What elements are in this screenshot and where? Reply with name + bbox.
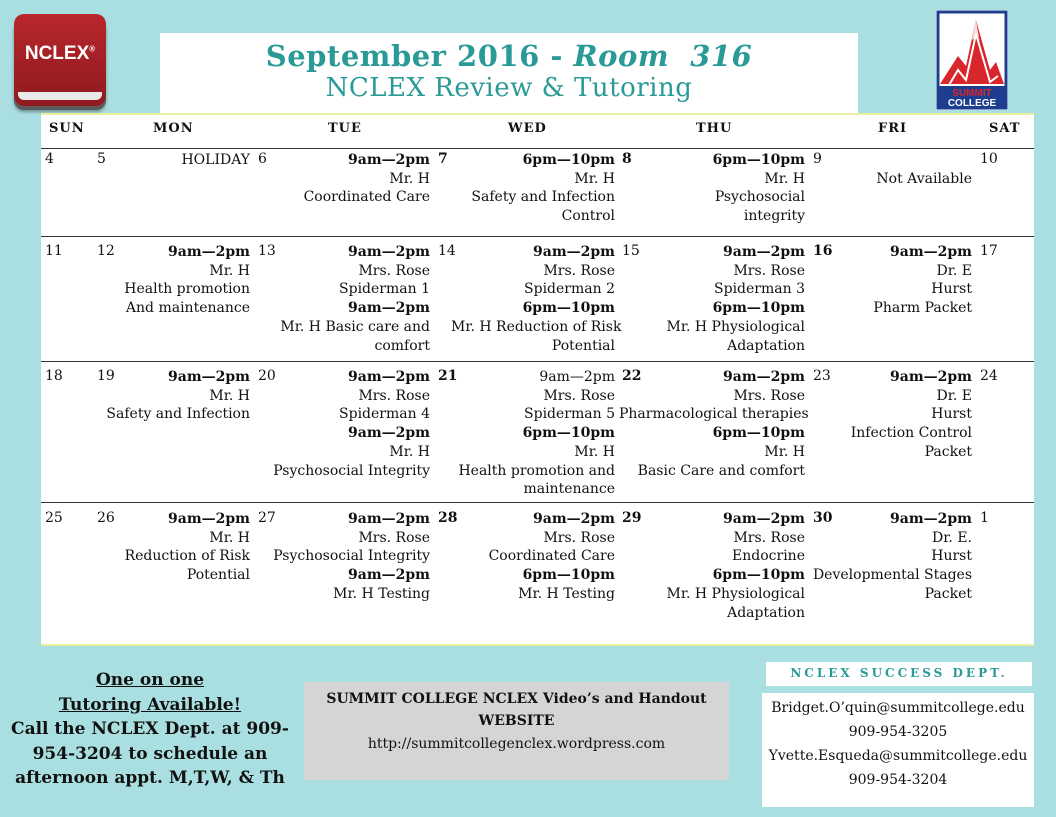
- session-detail: Potential: [551, 337, 615, 354]
- session-detail: Spiderman 2: [524, 281, 615, 298]
- title-month-year: September 2016: [265, 39, 540, 73]
- session-detail: Mrs. Rose: [358, 529, 430, 546]
- session-detail: And maintenance: [125, 300, 250, 317]
- session-detail: Packet: [924, 443, 972, 460]
- video-website-box: [304, 682, 729, 780]
- session-detail: Mrs. Rose: [358, 387, 430, 404]
- session-time: 9am—2pm: [533, 511, 615, 527]
- day-number-fri: 9: [813, 151, 822, 167]
- session-detail: Dr. E.: [932, 529, 972, 546]
- day-number-wed: 21: [438, 368, 458, 384]
- session-detail: Adaptation: [727, 337, 805, 354]
- session-detail: Mr. H: [209, 529, 250, 546]
- day-number-wed: 28: [438, 510, 458, 526]
- book-pages: [18, 92, 102, 100]
- session-detail: HOLIDAY: [181, 152, 250, 168]
- session-detail: Not Available: [876, 170, 972, 187]
- title-room: Room 316: [573, 39, 753, 73]
- session-time: 9am—2pm: [723, 244, 805, 260]
- summit-line1: SUMMIT: [952, 88, 992, 99]
- session-detail: Developmental Stages: [812, 567, 972, 584]
- session-time: 6pm—10pm: [522, 567, 615, 584]
- day-events-fri: [811, 243, 972, 318]
- summit-college-logo: [936, 10, 1008, 110]
- session-detail: Mrs. Rose: [733, 387, 805, 404]
- day-events-fri: [811, 151, 972, 188]
- session-detail: Dr. E: [936, 262, 972, 279]
- day-number-thu: 8: [622, 151, 632, 167]
- day-events-fri: [811, 368, 972, 462]
- tutoring-line-3: Call the NCLEX Dept. at 909-: [11, 719, 289, 739]
- session-detail: Spiderman 1: [339, 281, 430, 298]
- session-detail: Endocrine: [732, 548, 805, 565]
- session-detail: Hurst: [931, 406, 972, 423]
- day-number-mon: 5: [97, 151, 106, 167]
- header-tue: TUE: [328, 121, 362, 136]
- day-events-mon: [101, 151, 250, 170]
- session-detail: maintenance: [523, 481, 615, 498]
- session-time: 9am—2pm: [348, 425, 430, 442]
- session-detail: Safety and Infection: [106, 406, 250, 423]
- session-detail: Mrs. Rose: [543, 262, 615, 279]
- day-number-sat: 1: [980, 510, 989, 526]
- session-time: 9am—2pm: [168, 244, 250, 260]
- session-time: 6pm—10pm: [712, 567, 805, 584]
- day-number-tue: 6: [258, 151, 267, 167]
- session-time: 6pm—10pm: [712, 152, 805, 168]
- session-detail: Mrs. Rose: [543, 387, 615, 404]
- day-events-mon: [101, 368, 250, 424]
- day-events-wed: [451, 243, 622, 355]
- dept-title: NCLEX SUCCESS DEPT.: [766, 662, 1032, 686]
- day-number-fri: 16: [813, 243, 833, 259]
- header-sun: SUN: [49, 121, 85, 136]
- session-detail: Mr. H: [764, 443, 805, 460]
- session-detail: Mr. H Reduction of Risk: [451, 318, 622, 335]
- contact-box: [762, 693, 1034, 807]
- contact-phone: 909-954-3205: [848, 724, 948, 740]
- session-time: 9am—2pm: [533, 244, 615, 260]
- session-detail: Coordinated Care: [303, 189, 430, 206]
- session-time: 9am—2pm: [168, 511, 250, 527]
- day-number-wed: 14: [438, 243, 456, 259]
- session-detail: Health promotion and: [458, 462, 615, 479]
- session-detail: Infection Control: [850, 425, 972, 442]
- session-detail: Mr. H: [764, 170, 805, 187]
- session-detail: Mr. H: [209, 262, 250, 279]
- session-time: 9am—2pm: [348, 369, 430, 385]
- day-events-tue: [271, 510, 430, 604]
- title-subtitle: NCLEX Review & Tutoring: [325, 73, 693, 103]
- session-detail: Mrs. Rose: [733, 529, 805, 546]
- session-detail: Mrs. Rose: [543, 529, 615, 546]
- session-detail: Dr. E: [936, 387, 972, 404]
- session-detail: Mr. H Physiological: [666, 585, 805, 602]
- nclex-logo-text: NCLEX: [24, 43, 90, 64]
- day-number-sat: 24: [980, 368, 998, 384]
- session-time: 9am—2pm: [890, 511, 972, 527]
- mountain-icon: [936, 10, 1008, 110]
- tutoring-line-2: Tutoring Available!: [58, 694, 242, 715]
- day-events-mon: [101, 243, 250, 318]
- day-number-thu: 22: [622, 368, 642, 384]
- session-time: 9am—2pm: [168, 369, 250, 385]
- session-detail: Pharm Packet: [873, 300, 972, 317]
- session-time: 9am—2pm: [348, 300, 430, 317]
- day-events-wed: [451, 368, 615, 499]
- session-detail: Hurst: [931, 281, 972, 298]
- day-events-tue: [271, 151, 430, 207]
- session-detail: Hurst: [931, 548, 972, 565]
- title-line-1: [160, 39, 858, 73]
- session-detail: Mr. H Testing: [333, 585, 430, 602]
- session-detail: Spiderman 5: [524, 406, 615, 423]
- day-events-thu: [619, 368, 809, 480]
- session-time: 9am—2pm: [890, 244, 972, 260]
- day-events-wed: [451, 151, 615, 226]
- week-divider: [41, 502, 1034, 503]
- day-number-thu: 15: [622, 243, 640, 259]
- session-detail: Mr. H: [574, 170, 615, 187]
- session-detail: Potential: [186, 567, 250, 584]
- nclex-logo: [14, 14, 106, 106]
- header-mon: MON: [153, 121, 194, 136]
- day-number-mon: 19: [97, 368, 115, 384]
- calendar-grid: [41, 113, 1034, 646]
- session-detail: Psychosocial: [714, 189, 805, 206]
- session-time: 9am—2pm: [348, 567, 430, 584]
- session-detail: Mr. H Basic care and: [280, 318, 430, 335]
- tutoring-note: [10, 668, 290, 791]
- session-detail: Mrs. Rose: [733, 262, 805, 279]
- session-detail: Packet: [924, 585, 972, 602]
- day-number-sun: 25: [45, 510, 63, 526]
- session-time: 9am—2pm: [348, 152, 430, 168]
- session-detail: [811, 151, 972, 170]
- day-number-sun: 11: [45, 243, 63, 259]
- contact-phone: 909-954-3204: [848, 772, 948, 788]
- session-detail: Spiderman 4: [339, 406, 430, 423]
- session-detail: Mr. H: [389, 170, 430, 187]
- day-events-fri: [811, 510, 972, 604]
- session-detail: Mr. H: [574, 443, 615, 460]
- day-number-thu: 29: [622, 510, 642, 526]
- session-detail: Basic Care and comfort: [637, 462, 805, 479]
- contact-email[interactable]: Bridget.O’quin@summitcollege.edu: [771, 700, 1025, 716]
- tutoring-line-4: 954-3204 to schedule an: [32, 743, 268, 764]
- day-events-thu: [619, 243, 805, 355]
- session-detail: Pharmacological therapies: [619, 406, 809, 423]
- day-number-sun: 18: [45, 368, 63, 384]
- session-detail: Mr. H Physiological: [666, 318, 805, 335]
- session-time: 6pm—10pm: [522, 300, 615, 317]
- title-separator: -: [550, 39, 563, 73]
- session-detail: Mr. H: [389, 443, 430, 460]
- day-number-mon: 26: [97, 510, 115, 526]
- session-detail: Reduction of Risk: [124, 548, 250, 565]
- session-time: 9am—2pm: [890, 369, 972, 385]
- session-time: 9am—2pm: [348, 244, 430, 260]
- session-detail: Psychosocial Integrity: [273, 462, 430, 479]
- contact-email[interactable]: Yvette.Esqueda@summitcollege.edu: [768, 748, 1028, 764]
- session-detail: 9am—2pm: [539, 369, 615, 385]
- day-events-thu: [619, 510, 805, 622]
- day-events-tue: [271, 368, 430, 480]
- session-detail: Mrs. Rose: [358, 262, 430, 279]
- day-number-sat: 17: [980, 243, 998, 259]
- week-divider: [41, 361, 1034, 362]
- session-detail: comfort: [374, 337, 430, 354]
- video-website-label: WEBSITE: [478, 713, 555, 729]
- day-events-wed: [451, 510, 615, 604]
- day-number-fri: 30: [813, 510, 833, 526]
- session-detail: Coordinated Care: [488, 548, 615, 565]
- day-number-wed: 7: [438, 151, 448, 167]
- session-detail: Adaptation: [727, 604, 805, 621]
- day-events-thu: [619, 151, 805, 226]
- title-box: [160, 33, 858, 113]
- day-number-mon: 12: [97, 243, 115, 259]
- session-time: 6pm—10pm: [712, 300, 805, 317]
- week-divider: [41, 236, 1034, 237]
- session-time: 6pm—10pm: [522, 425, 615, 442]
- session-detail: Psychosocial Integrity: [273, 548, 430, 565]
- day-number-tue: 20: [258, 368, 276, 384]
- day-number-sat: 10: [980, 151, 998, 167]
- header-fri: FRI: [878, 121, 908, 136]
- session-detail: Spiderman 3: [714, 281, 805, 298]
- header-thu: THU: [696, 121, 733, 136]
- video-heading: SUMMIT COLLEGE NCLEX Video’s and Handout: [326, 691, 707, 707]
- day-number-tue: 27: [258, 510, 276, 526]
- day-number-sun: 4: [45, 151, 54, 167]
- header-divider: [41, 148, 1034, 149]
- day-events-mon: [101, 510, 250, 585]
- session-time: 9am—2pm: [723, 369, 805, 385]
- session-time: 9am—2pm: [723, 511, 805, 527]
- session-time: 6pm—10pm: [712, 425, 805, 442]
- tutoring-line-5: afternoon appt. M,T,W, & Th: [15, 768, 285, 788]
- video-website-link[interactable]: http://summitcollegenclex.wordpress.com: [367, 736, 666, 752]
- registered-mark: ®: [89, 44, 96, 54]
- session-time: 9am—2pm: [348, 511, 430, 527]
- day-events-tue: [271, 243, 430, 355]
- session-time: 6pm—10pm: [522, 152, 615, 168]
- day-number-tue: 13: [258, 243, 276, 259]
- session-detail: Control: [561, 208, 615, 225]
- session-detail: Safety and Infection: [471, 189, 615, 206]
- session-detail: Mr. H Testing: [518, 585, 615, 602]
- header-sat: SAT: [989, 121, 1021, 136]
- day-number-fri: 23: [813, 368, 831, 384]
- tutoring-line-1: One on one: [95, 670, 205, 690]
- session-detail: Mr. H: [209, 387, 250, 404]
- session-detail: integrity: [743, 208, 805, 225]
- session-detail: Health promotion: [124, 281, 250, 298]
- header-wed: WED: [508, 121, 547, 136]
- summit-line2: COLLEGE: [947, 98, 997, 109]
